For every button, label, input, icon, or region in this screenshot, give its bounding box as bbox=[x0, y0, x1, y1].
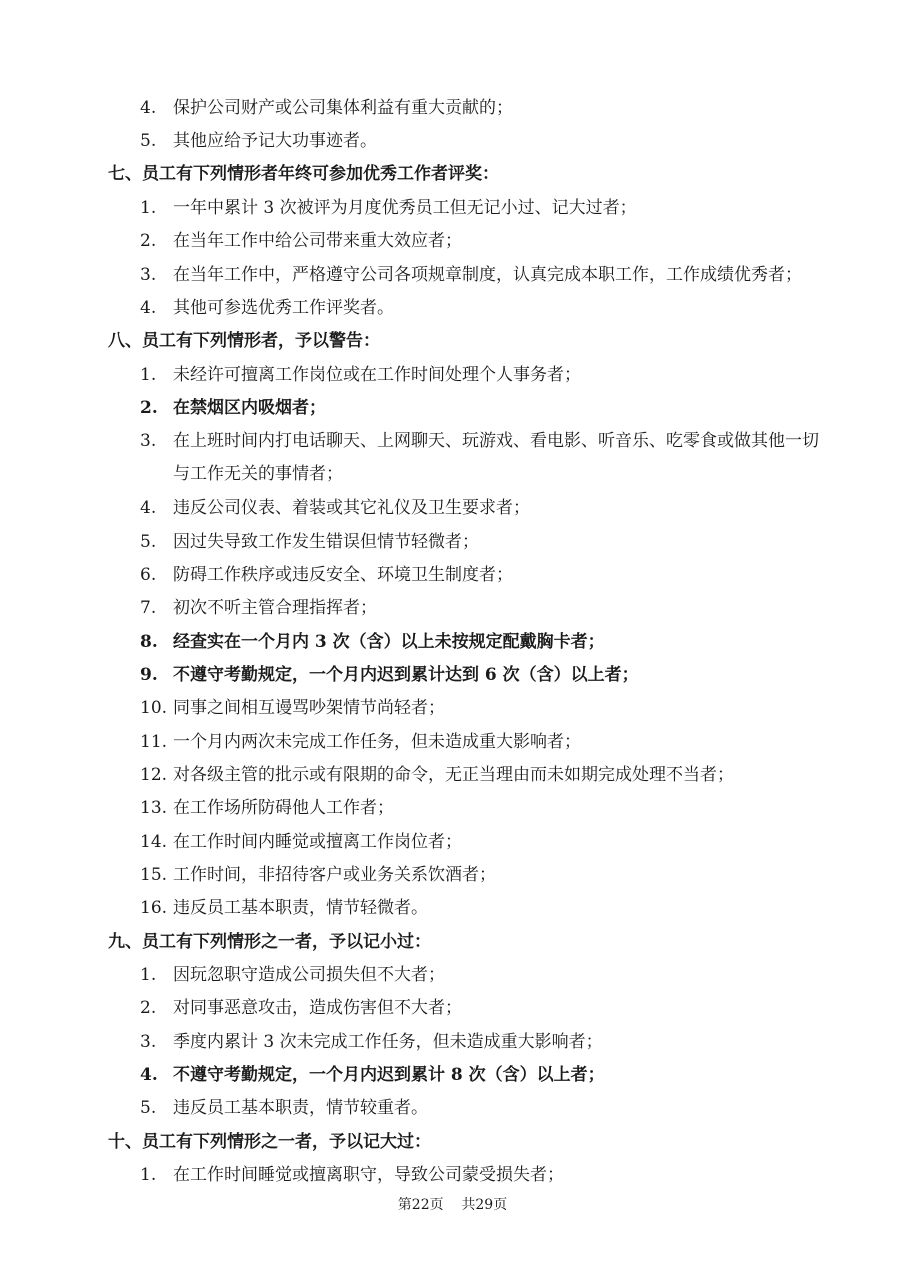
item-text: 违反员工基本职责，情节轻微者。 bbox=[173, 898, 428, 918]
item-number: 3. bbox=[140, 431, 157, 451]
item-text: 保护公司财产或公司集体利益有重大贡献的； bbox=[173, 98, 513, 118]
item-text: 经查实在一个月内 3 次（含）以上未按规定配戴胸卡者； bbox=[173, 632, 605, 652]
item-text: 一年中累计 3 次被评为月度优秀员工但无记小过、记大过者； bbox=[173, 198, 637, 218]
item-number: 2. bbox=[140, 231, 157, 251]
item-number: 11. bbox=[140, 732, 168, 752]
item-number: 2. bbox=[140, 998, 157, 1018]
item-text: 在当年工作中，严格遵守公司各项规章制度，认真完成本职工作，工作成绩优秀者； bbox=[173, 265, 802, 285]
item-number: 4. bbox=[140, 1065, 158, 1085]
item-text: 对各级主管的批示或有限期的命令，无正当理由而未如期完成处理不当者； bbox=[173, 765, 734, 785]
item-text: 违反员工基本职责，情节较重者。 bbox=[173, 1098, 428, 1118]
item-number: 12. bbox=[140, 765, 168, 785]
item-number: 4. bbox=[140, 298, 157, 318]
section-heading-9: 九、员工有下列情形之一者，予以记小过： bbox=[108, 932, 431, 952]
item-text: 因玩忽职守造成公司损失但不大者； bbox=[173, 965, 445, 985]
item-text: 其他可参选优秀工作评奖者。 bbox=[173, 298, 394, 318]
item-number: 7. bbox=[140, 598, 157, 618]
page-number: 第22页 共29页 bbox=[397, 1197, 508, 1213]
item-text: 在当年工作中给公司带来重大效应者； bbox=[173, 231, 462, 251]
item-text: 防碍工作秩序或违反安全、环境卫生制度者； bbox=[173, 565, 513, 585]
item-text: 在工作场所防碍他人工作者； bbox=[173, 798, 394, 818]
item-number: 5. bbox=[140, 131, 157, 151]
item-text: 对同事恶意攻击，造成伤害但不大者； bbox=[173, 998, 462, 1018]
item-text: 一个月内两次未完成工作任务，但未造成重大影响者； bbox=[173, 732, 581, 752]
item-number: 10. bbox=[140, 698, 168, 718]
item-number: 4. bbox=[140, 98, 157, 118]
item-text: 季度内累计 3 次未完成工作任务，但未造成重大影响者； bbox=[173, 1032, 603, 1052]
item-text: 在上班时间内打电话聊天、上网聊天、玩游戏、看电影、听音乐、吃零食或做其他一切 bbox=[173, 431, 819, 451]
item-number: 5. bbox=[140, 1098, 157, 1118]
item-number: 3. bbox=[140, 265, 157, 285]
item-number: 1. bbox=[140, 965, 157, 985]
item-number: 9. bbox=[140, 665, 158, 685]
item-text: 违反公司仪表、着装或其它礼仪及卫生要求者； bbox=[173, 498, 530, 518]
section-heading-8: 八、员工有下列情形者，予以警告： bbox=[108, 331, 380, 351]
item-text: 初次不听主管合理指挥者； bbox=[173, 598, 377, 618]
item-number: 4. bbox=[140, 498, 157, 518]
item-text: 因过失导致工作发生错误但情节轻微者； bbox=[173, 532, 479, 552]
item-text: 在工作时间睡觉或擅离职守，导致公司蒙受损失者； bbox=[173, 1165, 564, 1185]
item-text: 未经许可擅离工作岗位或在工作时间处理个人事务者； bbox=[173, 365, 581, 385]
item-text: 在工作时间内睡觉或擅离工作岗位者； bbox=[173, 832, 462, 852]
item-number: 13. bbox=[140, 798, 168, 818]
item-number: 1. bbox=[140, 365, 157, 385]
item-number: 6. bbox=[140, 565, 157, 585]
item-number: 8. bbox=[140, 632, 158, 652]
item-text: 不遵守考勤规定，一个月内迟到累计达到 6 次（含）以上者； bbox=[173, 665, 639, 685]
item-text: 不遵守考勤规定，一个月内迟到累计 8 次（含）以上者； bbox=[173, 1065, 605, 1085]
item-number: 1. bbox=[140, 198, 157, 218]
item-number: 5. bbox=[140, 532, 157, 552]
item-number: 15. bbox=[140, 865, 168, 885]
item-number: 2. bbox=[140, 398, 158, 418]
item-text: 其他应给予记大功事迹者。 bbox=[173, 131, 377, 151]
item-text: 在禁烟区内吸烟者； bbox=[173, 398, 326, 418]
item-number: 16. bbox=[140, 898, 168, 918]
item-number: 3. bbox=[140, 1032, 157, 1052]
item-number: 14. bbox=[140, 832, 168, 852]
section-heading-10: 十、员工有下列情形之一者，予以记大过： bbox=[108, 1132, 431, 1152]
item-text: 与工作无关的事情者； bbox=[173, 464, 343, 484]
item-text: 同事之间相互谩骂吵架情节尚轻者； bbox=[173, 698, 445, 718]
item-number: 1. bbox=[140, 1165, 157, 1185]
item-text: 工作时间，非招待客户或业务关系饮酒者； bbox=[173, 865, 496, 885]
section-heading-7: 七、员工有下列情形者年终可参加优秀工作者评奖： bbox=[108, 164, 499, 184]
